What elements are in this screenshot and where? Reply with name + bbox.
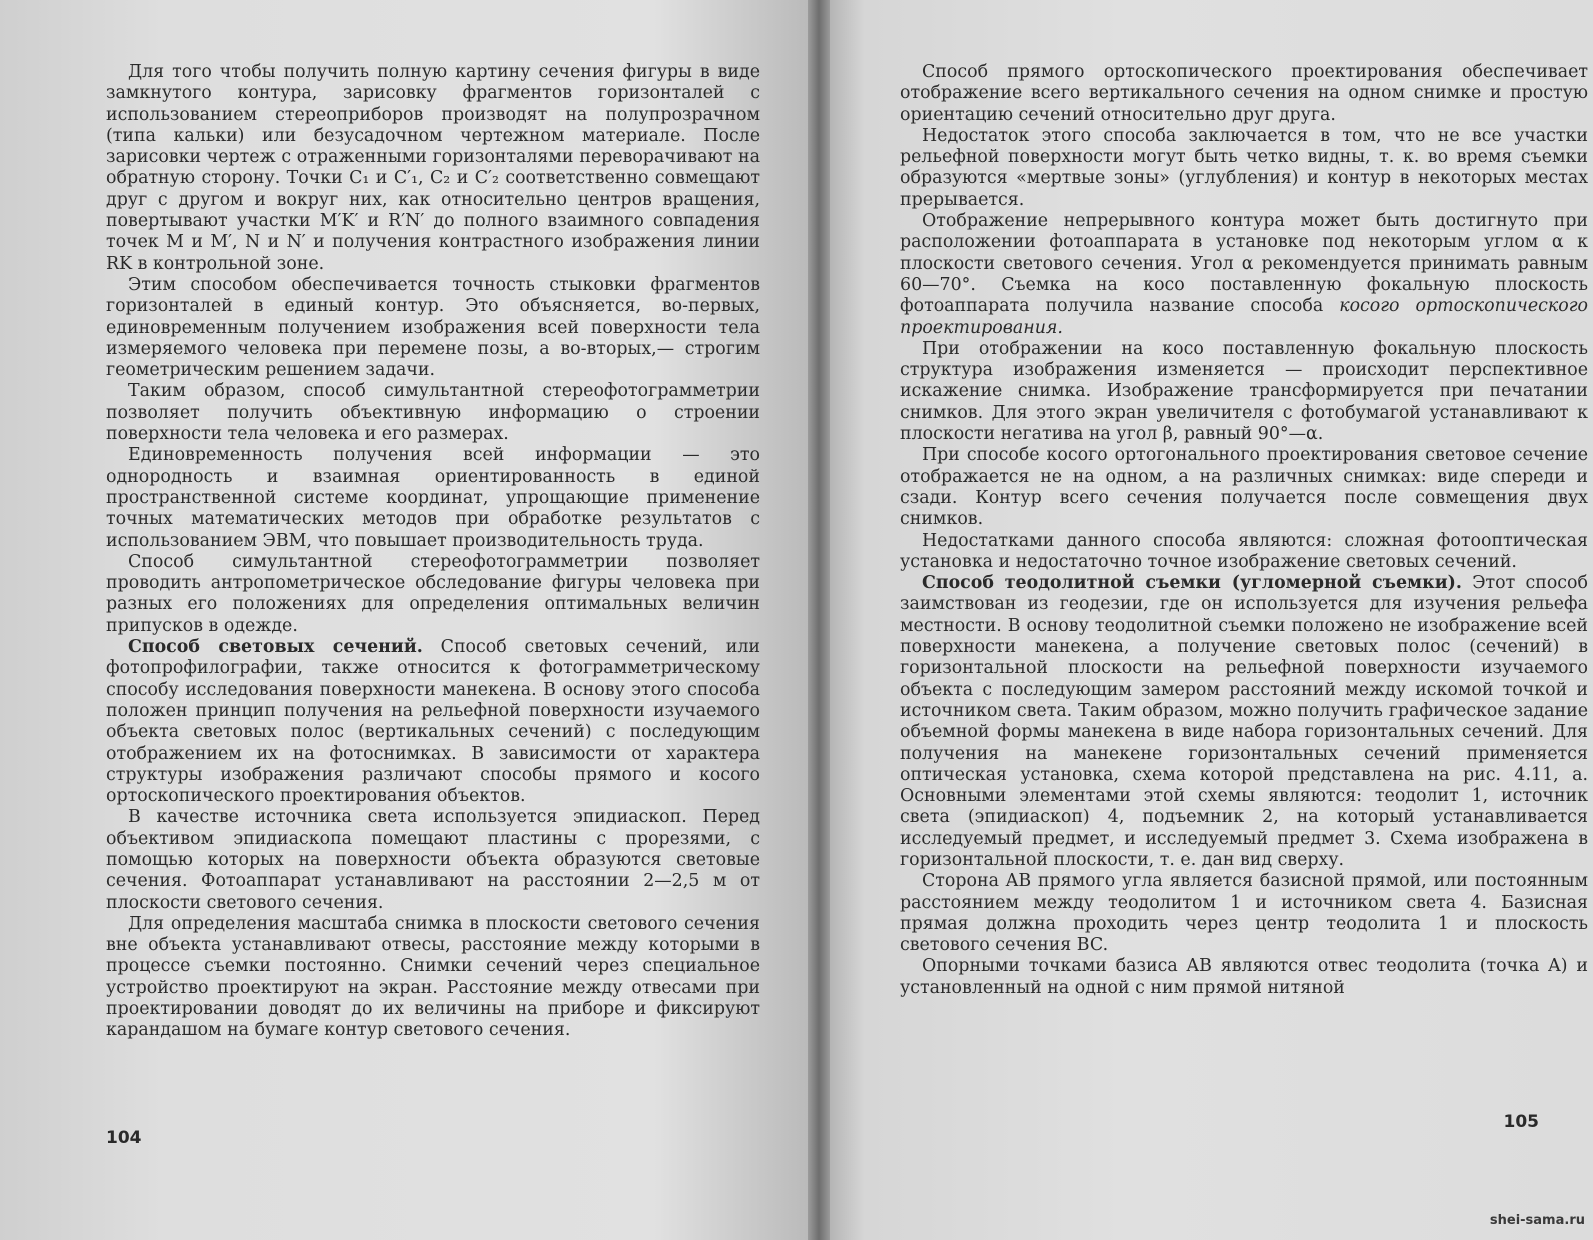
page-number-right: 105: [1503, 1112, 1539, 1132]
section-paragraph: [106, 637, 760, 807]
section-text: Способ световых сечений, или фотопрофилографии, также относится к фотограмметрическому способу исследования поверхности манекена. В основу этого способа положен принцип получения на рельефной поверхности изучаемого объекта световых полос (вертикальных сечений) с последующим отображением их на фотоснимках. В зависимости от характера структуры изображения различают способы прямого и косого ортоскопического проектирования объектов.: [106, 637, 760, 807]
section-heading: Способ световых сечений.: [128, 637, 423, 658]
paragraph: Опорными точками базиса AB являются отвес теодолита (точка A) и установленный на одной с ним прямой нитяной: [900, 956, 1588, 998]
page-number-left: 104: [106, 1128, 142, 1148]
section-heading: Способ теодолитной съемки (угломерной съемки).: [922, 573, 1462, 594]
paragraph: При отображении на косо поставленную фокальную плоскость структура изображения изменяется — происходит перспективное искажение снимка. Изображение трансформируется при печатании снимков. Для этого экран увеличителя с фотобумагой устанавливают к плоскости негатива на угол β, равный 90°—α.: [900, 338, 1588, 445]
paragraph: Единовременность получения всей информации — это однородность и взаимная ориентированность в единой пространственной системе координат, упрощающие применение точных математических методов при обработке результатов с использованием ЭВМ, что повышает производительность труда.: [106, 445, 760, 551]
section-paragraph: [900, 573, 1588, 871]
paragraph: Способ симультантной стереофотограмметрии позволяет проводить антропометрическое обследование фигуры человека при разных его положениях для определения оптимальных величин припусков в одежде.: [106, 551, 760, 636]
watermark: shei-sama.ru: [1489, 1213, 1585, 1228]
section-text: Этот способ заимствован из геодезии, где он используется для изучения рельефа местности. В основу теодолитной съемки положено не изображение всей поверхности манекена, а получение световых полос (сечений) в горизонтальной плоскости на рельефной поверхности изучаемого объекта с последующим замером расстояний между искомой точкой и источником света. Таким образом, можно получить графическое задание объемной формы манекена в виде набора горизонтальных сечений. Для получения на манекене горизонтальных сечений применяется оптическая установка, схема которой представлена на рис. 4.11, а. Основными элементами этой схемы являются: теодолит 1, источник света (эпидиаскоп) 4, подъемник 2, на который устанавливается исследуемый предмет, и исследуемый предмет 3. Схема изображена в горизонтальной плоскости, т. е. дан вид сверху.: [900, 573, 1588, 870]
paragraph: В качестве источника света используется эпидиаскоп. Перед объективом эпидиаскопа помещают пластины с прорезями, с помощью которых на поверхности объекта образуются световые сечения. Фотоаппарат устанавливают на расстоянии 2—2,5 м от плоскости светового сечения.: [106, 807, 760, 913]
paragraph: Этим способом обеспечивается точность стыковки фрагментов горизонталей в единый контур. Это объясняется, во-первых, единовременным получением изображения всей поверхности тела измеряемого человека при перемене позы, а во-вторых,— строгим геометрическим решением задачи.: [106, 274, 760, 381]
paragraph: Недостаток этого способа заключается в том, что не все участки рельефной поверхности могут быть четко видны, т. к. во время съемки образуются «мертвые зоны» (углубления) и контур в некоторых местах прерывается.: [900, 125, 1588, 210]
paragraph: При способе косого ортогонального проектирования световое сечение отображается не на одном, а на различных снимках: виде спереди и сзади. Контур всего сечения получается после совмещения двух снимков.: [900, 445, 1588, 530]
paragraph: [900, 211, 1588, 339]
paragraph: Сторона AB прямого угла является базисной прямой, или постоянным расстоянием между теодолитом 1 и источником света 4. Базисная прямая должна проходить через центр теодолита 1 и плоскость светового сечения BC.: [900, 871, 1588, 956]
paragraph: Для того чтобы получить полную картину сечения фигуры в виде замкнутого контура, зарисовку фрагментов горизонталей с использованием стереоприборов производят на полупрозрачном (типа кальки) или безусадочном чертежном материале. После зарисовки чертеж с отраженными горизонталями переворачивают на обратную сторону. Точки C₁ и C′₁, C₂ и C′₂ соответственно совмещают друг с другом и вокруг них, как относительно центров вращения, повертывают участки M′K′ и R′N′ до полного взаимного совпадения точек M и M′, N и N′ и получения контрастного изображения линии RK в контрольной зоне.: [106, 62, 760, 274]
book-gutter: [808, 0, 830, 1240]
paragraph: Недостатками данного способа являются: сложная фотооптическая установка и недостаточно точное изображение световых сечений.: [900, 530, 1588, 572]
paragraph: Способ прямого ортоскопического проектирования обеспечивает отображение всего вертикального сечения на одном снимке и простую ориентацию сечений относительно друг друга.: [900, 62, 1588, 125]
paragraph: Таким образом, способ симультантной стереофотограмметрии позволяет получить объективную информацию о строении поверхности тела человека и его размерах.: [106, 381, 760, 445]
paragraph: Для определения масштаба снимка в плоскости светового сечения вне объекта устанавливают отвесы, расстояние между которыми в процессе съемки постоянно. Снимки сечений через специальное устройство проектируют на экран. Расстояние между отвесами при проектировании доводят до их величины на приборе и фиксируют карандашом на бумаге контур светового сечения.: [106, 913, 760, 1041]
right-page: [818, 0, 1593, 1240]
left-text-block: [106, 62, 760, 1042]
paragraph-text: Отображение непрерывного контура может быть достигнуто при расположении фотоаппарата в установке под некоторым углом α к плоскости светового сечения. Угол α рекомендуется принимать равным 60—70°. Съемка на косо поставленную фокальную плоскость фотоаппарата получила название способа: [900, 211, 1588, 317]
italic-term: косого ортоскопического проектирования.: [900, 296, 1589, 338]
right-text-block: [900, 62, 1588, 999]
